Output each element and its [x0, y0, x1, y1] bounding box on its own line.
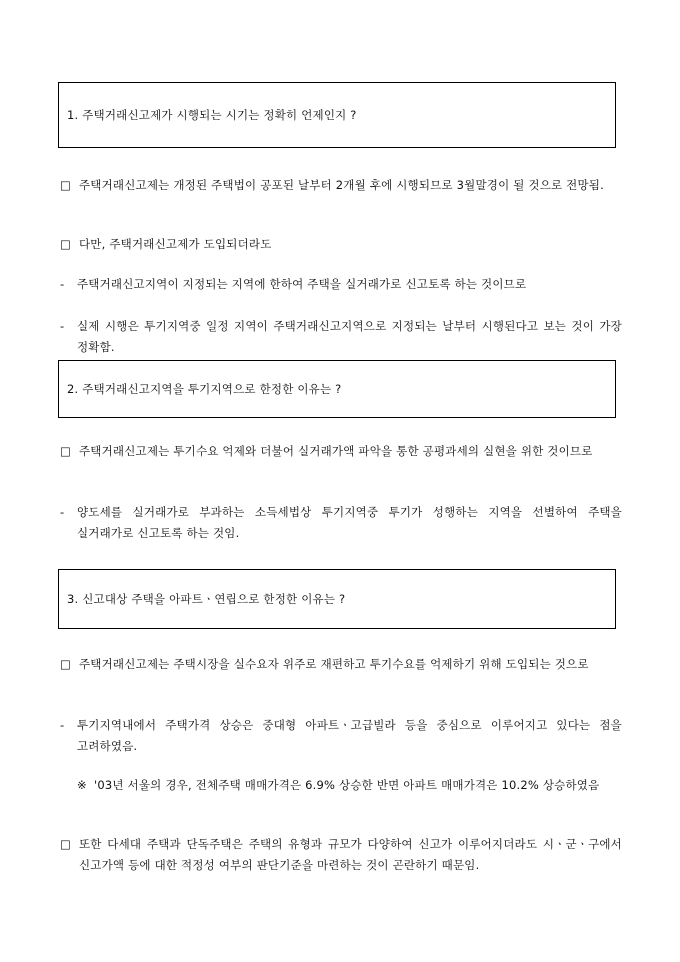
checkbox-square-icon: □ [60, 237, 72, 251]
question-2-box [58, 360, 616, 418]
q2-item-2-text: 양도세를 실거래가로 부과하는 소득세법상 투기지역중 투기가 성행하는 지역을 선별하여 주택을 실거래가로 신고토록 하는 것임. [77, 505, 622, 540]
q1-item-2-text: 다만, 주택거래신고제가 도입되더라도 [79, 237, 272, 251]
q3-note-text: '03년 서울의 경우, 전체주택 매매가격은 6.9% 상승한 반면 아파트 매매가격은 10.2% 상승하였음 [94, 778, 600, 792]
question-3-box [58, 569, 616, 629]
dash-bullet: - [60, 505, 65, 519]
q1-item-4-text: 실제 시행은 투기지역중 일정 지역이 주택거래신고지역으로 지정되는 날부터 시행된다고 보는 것이 가장 정확함. [77, 319, 622, 354]
q1-item-3 [60, 274, 622, 295]
dash-bullet: - [60, 718, 65, 732]
q3-note [77, 775, 622, 796]
q1-item-3-text: 주택거래신고지역이 지정되는 지역에 한하여 주택을 실거래가로 신고토록 하는 것이므로 [77, 277, 527, 291]
reference-mark-icon: ※ [77, 778, 87, 792]
question-3-title: 3. 신고대상 주택을 아파트ㆍ연립으로 한정한 이유는 ? [67, 592, 346, 606]
question-1-title: 1. 주택거래신고제가 시행되는 시기는 정확히 언제인지 ? [67, 108, 357, 122]
q3-item-1 [60, 654, 622, 675]
q1-item-1-text: 주택거래신고제는 개정된 주택법이 공포된 날부터 2개월 후에 시행되므로 3월말경이 될 것으로 전망됨. [79, 178, 604, 192]
q2-item-2 [60, 502, 622, 544]
checkbox-square-icon: □ [60, 178, 72, 192]
checkbox-square-icon: □ [60, 444, 72, 458]
q2-item-1 [60, 441, 622, 462]
q3-item-1-text: 주택거래신고제는 주택시장을 실수요자 위주로 재편하고 투기수요를 억제하기 위해 도입되는 것으로 [79, 657, 589, 671]
q1-item-1 [60, 175, 622, 196]
q1-item-4 [60, 316, 622, 358]
q3-item-2-text: 투기지역내에서 주택가격 상승은 중대형 아파트ㆍ고급빌라 등을 중심으로 이루어지고 있다는 점을 고려하였음. [77, 718, 622, 753]
q1-item-2 [60, 234, 622, 255]
q3-item-4-text: 또한 다세대 주택과 단독주택은 주택의 유형과 규모가 다양하여 신고가 이루어지더라도 시ㆍ군ㆍ구에서 신고가액 등에 대한 적정성 여부의 판단기준을 마련하는 것이 곤란하기 때문임. [79, 837, 622, 872]
q3-item-4 [60, 834, 622, 876]
dash-bullet: - [60, 277, 65, 291]
q3-item-2 [60, 715, 622, 757]
question-1-box [58, 82, 616, 148]
checkbox-square-icon: □ [60, 837, 72, 851]
dash-bullet: - [60, 319, 65, 333]
q2-item-1-text: 주택거래신고제는 투기수요 억제와 더불어 실거래가액 파악을 통한 공평과세의 실현을 위한 것이므로 [79, 444, 593, 458]
checkbox-square-icon: □ [60, 657, 72, 671]
question-2-title: 2. 주택거래신고지역을 투기지역으로 한정한 이유는 ? [67, 382, 342, 396]
